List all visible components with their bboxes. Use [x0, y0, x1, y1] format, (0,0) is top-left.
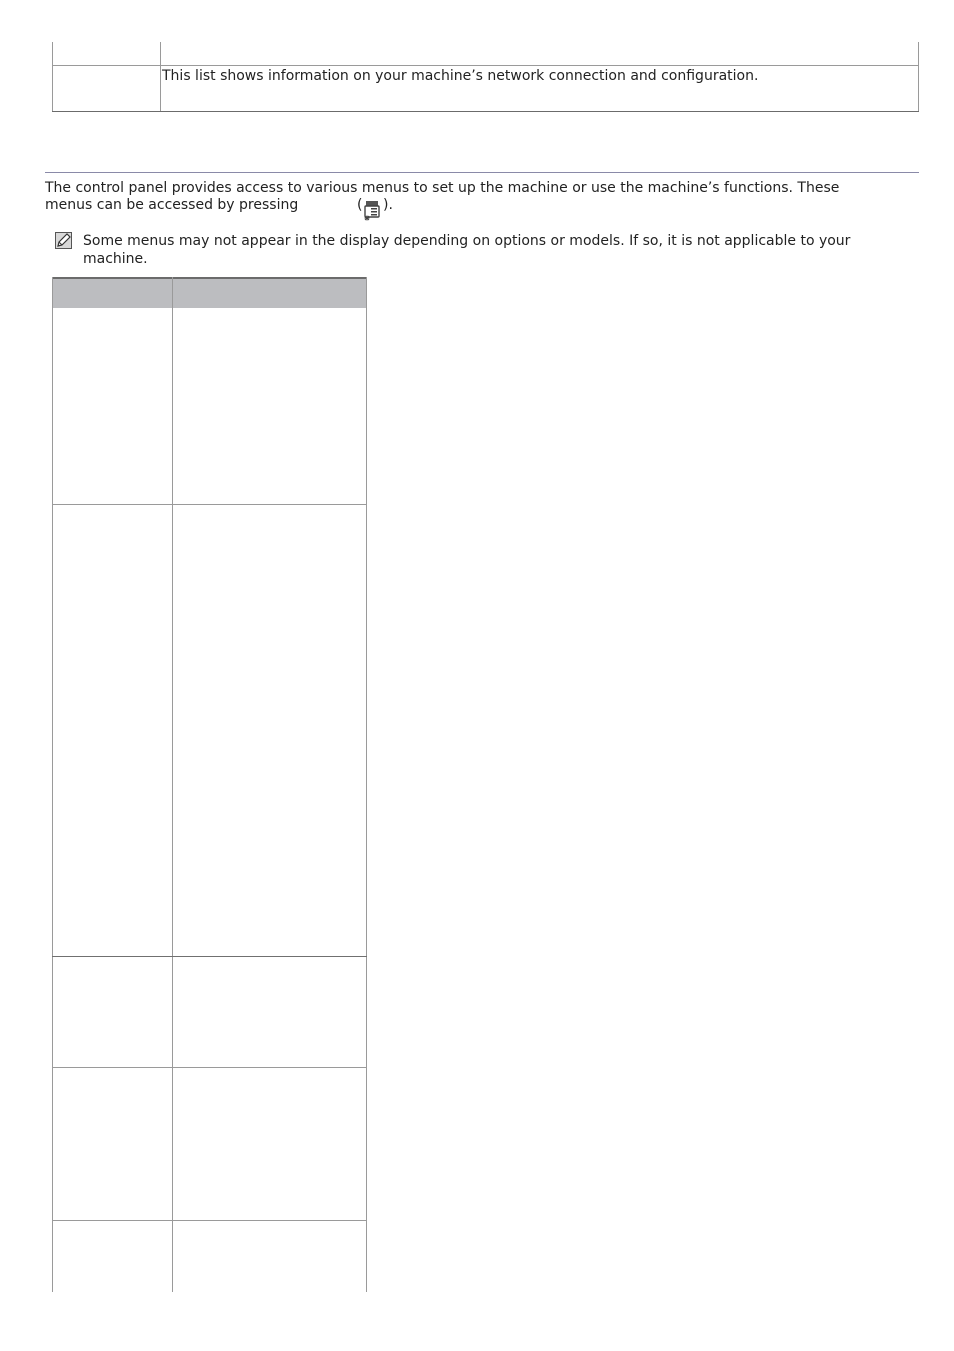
section-separator	[45, 172, 919, 173]
intro-line-1: The control panel provides access to various menus to set up the machine or use the machine’s functions. These	[45, 180, 840, 196]
table-bottom-border	[52, 111, 919, 112]
intro-paren-close: ).	[383, 197, 393, 213]
table-left-border	[52, 42, 53, 112]
menu-table-row-divider	[52, 1067, 367, 1068]
table-row-divider	[52, 65, 919, 66]
menu-table-row-divider	[52, 956, 367, 957]
menu-table-row-divider	[52, 1220, 367, 1221]
note-pencil-icon	[55, 232, 72, 249]
note-line-2: machine.	[83, 251, 148, 267]
menu-table-column-divider	[172, 277, 173, 1292]
menu-table-header	[52, 277, 367, 308]
menu-table-left-border	[52, 277, 53, 1292]
menu-icon	[362, 199, 382, 221]
table-column-divider	[160, 42, 161, 112]
menu-table-row-divider	[52, 504, 367, 505]
network-info-description: This list shows information on your machine’s network connection and configuration.	[162, 68, 759, 84]
note-line-1: Some menus may not appear in the display depending on options or models. If so, it is not applicable to your	[83, 233, 851, 249]
intro-line-2: menus can be accessed by pressing	[45, 197, 299, 213]
menu-table-right-border	[366, 277, 367, 1292]
intro-paren-open: (	[357, 197, 363, 213]
table-right-border	[918, 42, 919, 112]
